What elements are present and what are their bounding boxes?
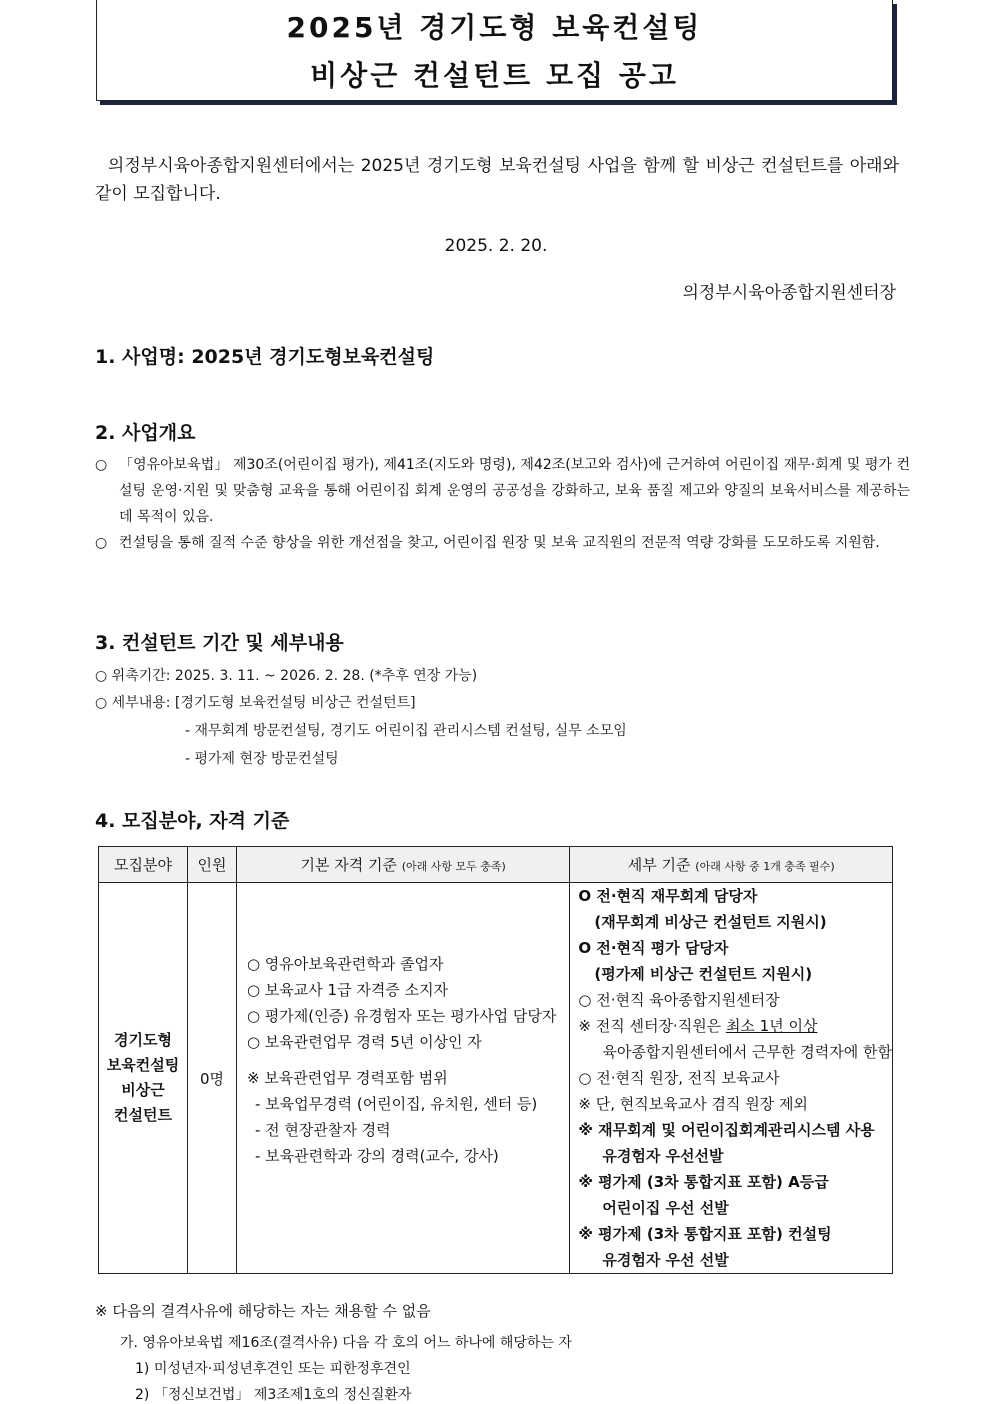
detail-item: ※ 재무회계 및 어린이집회계관리시스템 사용 xyxy=(578,1121,875,1139)
basic-item: ○ 평가제(인증) 유경험자 또는 평가사업 담당자 xyxy=(246,1007,557,1025)
detail-item: ※ 평가제 (3차 통합지표 포함) A등급 xyxy=(578,1173,829,1191)
basic-item: ○ 영유아보육관련학과 졸업자 xyxy=(246,955,444,973)
basic-item: ○ 보육관련업무 경력 5년 이상인 자 xyxy=(246,1033,482,1051)
period-line: ○ 위촉기간: 2025. 3. 11. ~ 2026. 2. 28. (*추후 연장 가능) xyxy=(95,668,478,684)
title-line-1: 2025년 경기도형 보육컨설팅 xyxy=(286,11,703,44)
detail-sub-2: - 평가제 현장 방문컨설팅 xyxy=(185,751,339,767)
detail-cell xyxy=(570,883,893,1274)
detail-item: ○ 전·현직 원장, 전직 보육교사 xyxy=(578,1069,780,1087)
announcement-date: 2025. 2. 20. xyxy=(444,236,548,256)
footer-note: ※ 다음의 결격사유에 해당하는 자는 채용할 수 없음 xyxy=(95,1302,431,1320)
header-field: 모집분야 xyxy=(99,847,188,883)
intro-text: 의정부시육아종합지원센터에서는 2025년 경기도형 보육컨설팅 사업을 함께 할 비상근 컨설턴트를 아래와 같이 모집합니다. xyxy=(95,156,900,204)
field-cell: 경기도형 보육컨설팅 비상근 컨설턴트 xyxy=(99,883,188,1274)
section-4-heading: 4. 모집분야, 자격 기준 xyxy=(95,810,290,832)
bullet-text: 컨설팅을 통해 질적 수준 향상을 위한 개선점을 찾고, 어린이집 원장 및 보육 교직원의 전문적 역량 강화를 도모하도록 지원함. xyxy=(119,535,880,551)
detail-item: ※ 평가제 (3차 통합지표 포함) 컨설팅 xyxy=(578,1225,832,1243)
header-basic: 기본 자격 기준 (아래 사항 모두 충족) xyxy=(236,847,569,883)
detail-line: ○ 세부내용: [경기도형 보육컨설팅 비상근 컨설턴트] xyxy=(95,695,416,711)
table-header-row xyxy=(99,847,893,883)
table-row xyxy=(99,883,893,1274)
detail-sub-1: - 재무회계 방문컨설팅, 경기도 어린이집 관리시스템 컨설팅, 실무 소모임 xyxy=(185,723,627,739)
section-2-bullet-1 xyxy=(95,452,910,530)
signature: 의정부시육아종합지원센터장 xyxy=(682,283,896,303)
title-box xyxy=(96,0,893,101)
detail-item: 유경험자 우선 선발 xyxy=(602,1251,729,1269)
basic-cell xyxy=(236,883,569,1274)
section-2-heading: 2. 사업개요 xyxy=(95,422,196,444)
scope-item: - 보육관련학과 강의 경력(교수, 강사) xyxy=(254,1147,499,1165)
header-count: 인원 xyxy=(188,847,237,883)
detail-item: ※ 전직 센터장·직원은 최소 1년 이상 xyxy=(578,1017,818,1035)
section-1-heading: 1. 사업명: 2025년 경기도형보육컨설팅 xyxy=(95,346,435,368)
detail-item: 육아종합지원센터에서 근무한 경력자에 한함 xyxy=(602,1043,892,1061)
scope-item: - 전 현장관찰자 경력 xyxy=(254,1121,391,1139)
title-line-2: 비상근 컨설턴트 모집 공고 xyxy=(310,59,679,92)
section-2-bullet-2 xyxy=(95,530,910,556)
detail-item: (재무회계 비상근 컨설턴트 지원시) xyxy=(594,913,827,931)
footer-item-a2: 2) 「정신보건법」 제3조제1호의 정신질환자 xyxy=(135,1387,412,1403)
detail-item: O 전·현직 평가 담당자 xyxy=(578,939,729,957)
bullet-text: 「영유아보육법」 제30조(어린이집 평가), 제41조(지도와 명령), 제42조(보고와 검사)에 근거하여 어린이집 재무·회계 및 평가 컨설팅 운영·지원 및 맞춤형 교육을 통해 어린이집 회계 운영의 공공성을 강화하고, 보육 품질 제고와 양질의 보육서비스를 제공하는데 목적이 있음. xyxy=(119,457,910,525)
detail-item: ○ 전·현직 육아종합지원센터장 xyxy=(578,991,780,1009)
detail-item: (평가제 비상근 컨설턴트 지원시) xyxy=(594,965,813,983)
detail-item: 어린이집 우선 선발 xyxy=(602,1199,729,1217)
footer-item-a: 가. 영유아보육법 제16조(결격사유) 다음 각 호의 어느 하나에 해당하는 자 xyxy=(120,1335,572,1351)
header-detail-note: (아래 사항 중 1개 충족 필수) xyxy=(695,860,835,873)
scope-item: - 보육업무경력 (어린이집, 유치원, 센터 등) xyxy=(254,1095,538,1113)
header-basic-note: (아래 사항 모두 충족) xyxy=(401,860,506,873)
detail-item: ※ 단, 현직보육교사 겸직 원장 제외 xyxy=(578,1095,808,1113)
bullet-mark: ○ xyxy=(95,535,108,551)
detail-item: O 전·현직 재무회계 담당자 xyxy=(578,887,758,905)
detail-item: 유경험자 우선선발 xyxy=(602,1147,724,1165)
bullet-mark: ○ xyxy=(95,457,108,473)
intro-paragraph xyxy=(95,152,899,208)
header-detail: 세부 기준 (아래 사항 중 1개 충족 필수) xyxy=(570,847,893,883)
section-3-heading: 3. 컨설턴트 기간 및 세부내용 xyxy=(95,632,344,654)
requirements-table xyxy=(98,846,893,1274)
footer-item-a1: 1) 미성년자·피성년후견인 또는 피한정후견인 xyxy=(135,1361,411,1377)
scope-title: ※ 보육관련업무 경력포함 범위 xyxy=(246,1069,448,1087)
count-cell: 0명 xyxy=(188,883,237,1274)
basic-item: ○ 보육교사 1급 자격증 소지자 xyxy=(246,981,449,999)
